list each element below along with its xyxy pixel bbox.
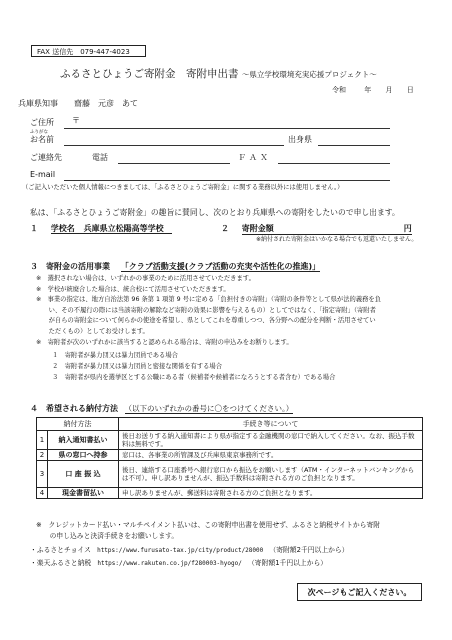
name-label: お名前 [30,135,54,144]
phone-label: 電話 [92,153,108,162]
addressee: 兵庫県知事 齋藤 元彦 あて [18,99,138,108]
table-row[interactable] [37,431,423,450]
birthplace-label: 出身県 [288,135,312,144]
next-page-notice: 次ページもご記入ください。 [297,583,422,601]
table-row[interactable] [37,488,423,499]
section3-heading: ３ 寄附金の活用事業 [30,262,110,271]
privacy-note: （ご記入いただいた個人情報につきましては、「ふるさとひょうご寄附金」に関する業務以外には使用しません。） [22,184,344,191]
note-line: ※ 学校が統廃合した場合は、統合校にて活用させていただきます。 [36,285,230,293]
method-desc: 窓口は、各事業の所管課及び兵庫県東京事務所です。 [119,450,423,461]
method-number[interactable]: 1 [37,431,48,450]
school-name: 兵庫県立松陽高等学校 [83,224,164,233]
credit-note [36,520,380,542]
method-name: 県の窓口へ持参 [48,450,119,461]
email-label: E-mail [30,170,56,179]
date-day: 日 [406,86,414,94]
method-number[interactable]: 2 [37,450,48,461]
site-link[interactable]: https://www.rakuten.co.jp/f280003-hyogo/ [97,560,242,567]
credit-note-line: の申し込みと決済手続きをお願いします。 [36,532,179,540]
site-note: （寄附額1千円以上から） [248,559,328,567]
school-label: 学校名 [50,224,75,233]
section1-number: １ [30,224,38,233]
site-name: ・楽天ふるさと納税 [30,559,92,567]
method-name: 口 座 振 込 [48,461,119,488]
table-row[interactable] [37,461,423,488]
site-row [30,544,349,557]
title-subtitle: ～県立学校環境充実応援プロジェクト～ [241,70,377,79]
amount-label: 寄附金額 [241,224,274,233]
method-desc: 後日、連絡する口座番号へ銀行窓口から振込をお願いします（ATM・インターネットバンキングからは不可）。申し訳ありませんが、振込手数料は寄附される方のご負担となります。 [119,461,423,488]
postal-mark: 〒 [72,116,80,125]
date-era: 令和 [332,86,346,94]
birthplace-field[interactable] [318,145,390,146]
date-year: 年 [364,86,372,94]
note-line: が自らの寄附金について何らかの使途を希望し、県としてこれを尊重しつつ、各分野への配分を判断・活用させてい [36,317,376,325]
site-note: （寄附額2千円以上から） [269,546,349,554]
exclusion-item: １ 寄附者が暴力団又は暴力団員である場合 [52,352,178,359]
intro-text: 私は、「ふるさとひょうご寄附金」の趣旨に賛同し、次のとおり兵庫県への寄附をしたいので申し出ます。 [30,208,400,217]
note-line: ※ 選択されない場合は、いずれかの事業のために活用させていただきます。 [36,275,255,282]
fax-destination-box: FAX 送信先 079-447-4023 [31,45,146,57]
credit-note-line: ※ クレジットカード払い・マルチペイメント払いは、この寄附申出書を使用せず、ふるさと納税サイトから寄附 [36,521,381,529]
amount-field[interactable] [242,224,412,235]
donation-sites [30,544,349,570]
site-name: ・ふるさとチョイス [30,546,91,554]
note-line: ただくもの）としてお受けします。 [36,327,149,335]
exclusion-item: ２ 寄附者が暴力団又は暴力団員と密接な関係を有する場合 [52,363,223,370]
section2-number: ２ [221,224,229,233]
address-label: ご住所 [30,118,54,127]
school-field[interactable] [51,224,172,234]
document-title [60,68,377,81]
section4-instruction: （以下のいずれかの番号に〇をつけてください。） [124,404,294,413]
section2-row [221,224,412,235]
method-desc: 申し訳ありませんが、郵送料は寄附される方のご負担となります。 [119,488,423,499]
note-line: ※ 寄附者が次のいずれかに該当すると認められる場合は、寄附の申込みをお断りします。 [36,338,293,346]
contact-label: ご連絡先 [30,153,62,162]
phone-field[interactable] [118,163,230,164]
method-name: 現金書留払い [48,488,119,499]
name-field[interactable] [64,145,284,146]
amount-note: ※納付された寄附金はいかなる場合でも返還いたしません。 [256,236,418,243]
note-line: ※ 事業の指定は、地方自治法第 96 条第 1 項第 9 号に定める「負担付きの寄附」（寄附の条件等として県が法的義務を負 [36,296,382,304]
section4-heading: ４ 希望される納付方法 [30,404,118,413]
date-month: 月 [385,86,393,94]
site-row [30,557,349,570]
method-number[interactable]: 4 [37,488,48,499]
table-row[interactable] [37,450,423,461]
payment-method-table [36,417,423,499]
exclusion-list [52,350,335,383]
section1-row [30,224,172,234]
fax-label: ＦＡＸ [238,153,271,162]
fax-field[interactable] [278,163,390,164]
address-field[interactable] [64,128,390,129]
section3-notes [36,274,381,348]
title-main: ふるさとひょうご寄附金 寄附申出書 [60,68,239,80]
section4-header [30,404,293,414]
method-name: 納入通知書払い [48,431,119,450]
method-desc: 後日お送りする納入通知書により県が指定する金融機関の窓口で納入してください。なお、振込手数料は無料です。 [119,431,423,450]
furigana-label: ふりがな [30,130,48,135]
table-header-row [37,418,423,431]
section3-project: 「クラブ活動支援(クラブ活動の充実や活性化の推進)」 [120,262,321,271]
section3-header [30,262,320,272]
date-line [332,86,424,95]
note-line: い、その不履行の際には当該寄附の解除など寄附の効果に影響を与えるもの）としてではなく、「指定寄附」（寄附者 [36,306,376,314]
site-link[interactable]: https://www.furusato-tax.jp/city/product/28000 [97,547,264,554]
email-field[interactable] [64,180,390,181]
col-header-method: 納付方法 [37,418,119,431]
amount-unit: 円 [403,224,412,233]
exclusion-item: ３ 寄附者が県内を選挙区とする公職にある者（候補者や候補者になろうとする者含む）である場合 [52,374,336,381]
method-number[interactable]: 3 [37,461,48,488]
col-header-fee: 手続き等について [119,418,423,431]
